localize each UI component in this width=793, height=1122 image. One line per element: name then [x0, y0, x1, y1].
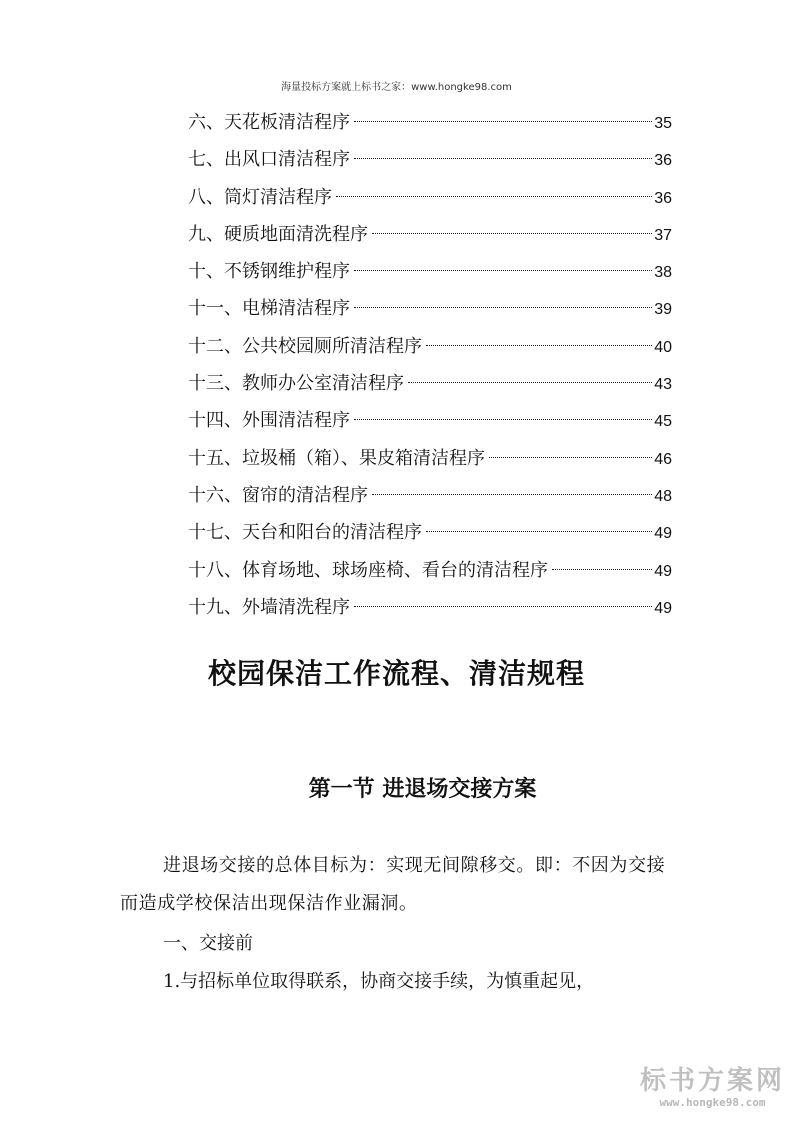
toc-item-page: 40	[654, 338, 672, 356]
toc-item[interactable]	[188, 290, 672, 327]
body-paragraph: 1.与招标单位取得联系，协商交接手续，为慎重起见，	[163, 971, 595, 992]
toc-item[interactable]	[188, 253, 672, 290]
toc-item-title: 十五、垃圾桶（箱）、果皮箱清洁程序	[188, 447, 485, 469]
toc-item-title: 十六、窗帘的清洁程序	[188, 484, 368, 506]
toc-item-title: 十二、公共校园厕所清洁程序	[188, 335, 422, 357]
section-title: 第一节 进退场交接方案	[308, 776, 537, 802]
toc-item-page: 48	[654, 487, 672, 505]
watermark-logo	[640, 1066, 785, 1110]
toc-leader-dots	[336, 196, 652, 197]
toc-leader-dots	[372, 233, 652, 234]
toc-leader-dots	[354, 606, 652, 607]
watermark-brand: 标书方案网	[640, 1066, 786, 1096]
toc-item[interactable]	[188, 104, 672, 141]
toc-leader-dots	[354, 158, 652, 159]
toc-item-page: 49	[654, 562, 672, 580]
toc-item-title: 十四、外围清洁程序	[188, 410, 350, 432]
toc-item-title: 八、筒灯清洁程序	[188, 186, 332, 208]
toc-item[interactable]	[188, 365, 672, 402]
toc-leader-dots	[354, 307, 652, 308]
toc-item-page: 46	[654, 450, 672, 468]
watermark-url: www.hongke98.com	[659, 1096, 766, 1109]
toc-item-page: 49	[654, 599, 672, 617]
toc-item-page: 36	[654, 152, 672, 170]
document-title: 校园保洁工作流程、清洁规程	[207, 657, 585, 690]
toc-item[interactable]	[188, 589, 672, 626]
toc-item-page: 49	[654, 525, 672, 543]
toc-leader-dots	[426, 531, 652, 532]
toc-leader-dots	[408, 382, 652, 383]
toc-item[interactable]	[188, 216, 672, 253]
toc-leader-dots	[354, 121, 652, 122]
toc-item[interactable]	[188, 328, 672, 365]
toc-leader-dots	[354, 419, 652, 420]
toc-item-page: 37	[654, 226, 672, 244]
toc-leader-dots	[426, 345, 652, 346]
toc-item-title: 六、天花板清洁程序	[188, 112, 350, 133]
toc-item[interactable]	[188, 514, 672, 551]
toc-item-title: 十八、体育场地、球场座椅、看台的清洁程序	[188, 559, 548, 581]
toc-item-page: 39	[654, 301, 672, 319]
table-of-contents	[188, 104, 672, 626]
toc-item-page: 45	[654, 413, 672, 431]
toc-item-page: 43	[654, 376, 672, 394]
toc-leader-dots	[372, 494, 652, 495]
toc-item-title: 十九、外墙清洗程序	[188, 596, 350, 618]
toc-item[interactable]	[188, 402, 672, 439]
toc-leader-dots	[489, 457, 652, 458]
body-paragraph: 进退场交接的总体目标为：实现无间隙移交。即：不因为交接而造成学校保洁出现保洁作业漏洞。	[120, 855, 666, 914]
toc-item-page: 35	[654, 115, 672, 132]
toc-item[interactable]	[188, 477, 672, 514]
toc-item-title: 十七、天台和阳台的清洁程序	[188, 522, 422, 544]
toc-item[interactable]	[188, 179, 672, 216]
toc-item-title: 十一、电梯清洁程序	[188, 298, 350, 320]
subsection-heading: 一、交接前	[163, 933, 253, 954]
toc-item-title: 十三、教师办公室清洁程序	[188, 373, 404, 395]
toc-leader-dots	[552, 569, 652, 570]
toc-item-title: 十、不锈钢维护程序	[188, 261, 350, 283]
toc-leader-dots	[354, 270, 652, 271]
toc-item[interactable]	[188, 141, 672, 178]
toc-item-title: 九、硬质地面清洗程序	[188, 223, 368, 245]
toc-item-page: 38	[654, 264, 672, 282]
toc-item-page: 36	[654, 189, 672, 207]
page-header: 海量投标方案就上标书之家：www.hongke98.com	[281, 82, 512, 93]
toc-item[interactable]	[188, 440, 672, 477]
toc-item[interactable]	[188, 552, 672, 589]
toc-item-title: 七、出风口清洁程序	[188, 149, 350, 171]
